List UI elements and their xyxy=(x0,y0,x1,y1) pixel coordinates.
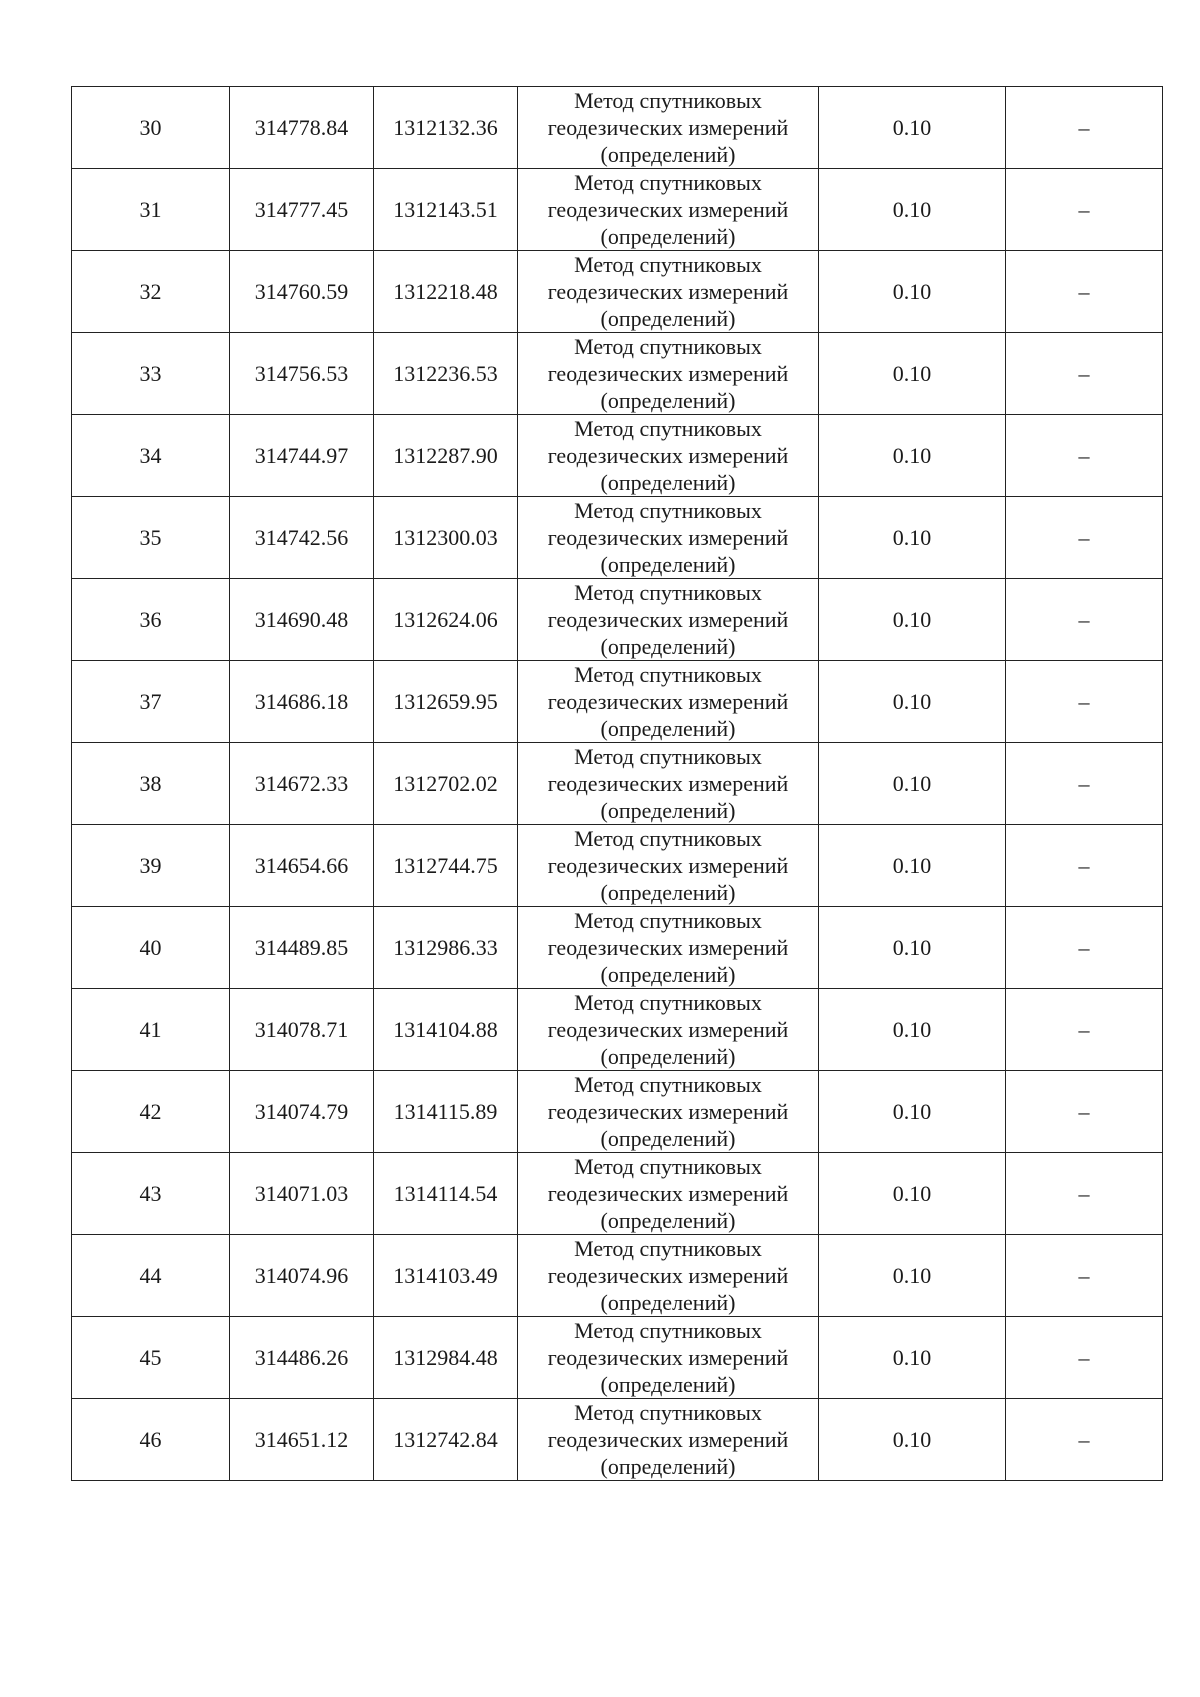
point-number-cell: 42 xyxy=(72,1071,230,1153)
method-line: геодезических измерений xyxy=(547,1017,789,1042)
note-cell: – xyxy=(1006,87,1163,169)
method-line: геодезических измерений xyxy=(547,115,789,140)
accuracy-cell: 0.10 xyxy=(819,1235,1006,1317)
table-row xyxy=(72,169,1163,251)
method-line: Метод спутниковых xyxy=(574,580,762,605)
method-line: Метод спутниковых xyxy=(574,416,762,441)
method-line: (определений) xyxy=(600,306,736,331)
method-line: геодезических измерений xyxy=(547,689,789,714)
method-line: Метод спутниковых xyxy=(574,662,762,687)
table-row xyxy=(72,1235,1163,1317)
method-line: (определений) xyxy=(600,552,736,577)
coordinate-x-cell: 314778.84 xyxy=(230,87,374,169)
method-line: геодезических измерений xyxy=(547,1427,789,1452)
accuracy-cell: 0.10 xyxy=(819,579,1006,661)
note-cell: – xyxy=(1006,989,1163,1071)
point-number-cell: 31 xyxy=(72,169,230,251)
method-line: (определений) xyxy=(600,1290,736,1315)
method-line: (определений) xyxy=(600,1044,736,1069)
table-row xyxy=(72,87,1163,169)
coordinate-x-cell: 314777.45 xyxy=(230,169,374,251)
accuracy-cell: 0.10 xyxy=(819,333,1006,415)
method-line: геодезических измерений xyxy=(547,443,789,468)
point-number-cell: 39 xyxy=(72,825,230,907)
table-row xyxy=(72,415,1163,497)
method-cell xyxy=(518,907,819,989)
coordinate-x-cell: 314074.79 xyxy=(230,1071,374,1153)
note-cell: – xyxy=(1006,1317,1163,1399)
point-number-cell: 41 xyxy=(72,989,230,1071)
method-line: Метод спутниковых xyxy=(574,1318,762,1343)
method-line: геодезических измерений xyxy=(547,1263,789,1288)
method-line: Метод спутниковых xyxy=(574,88,762,113)
method-line: геодезических измерений xyxy=(547,525,789,550)
table-row xyxy=(72,1071,1163,1153)
coordinate-x-cell: 314690.48 xyxy=(230,579,374,661)
method-line: (определений) xyxy=(600,1126,736,1151)
method-line: Метод спутниковых xyxy=(574,908,762,933)
point-number-cell: 32 xyxy=(72,251,230,333)
accuracy-cell: 0.10 xyxy=(819,743,1006,825)
coordinate-x-cell: 314489.85 xyxy=(230,907,374,989)
coordinate-y-cell: 1312287.90 xyxy=(374,415,518,497)
method-cell xyxy=(518,333,819,415)
method-line: (определений) xyxy=(600,224,736,249)
point-number-cell: 36 xyxy=(72,579,230,661)
coordinate-y-cell: 1314115.89 xyxy=(374,1071,518,1153)
method-line: (определений) xyxy=(600,634,736,659)
accuracy-cell: 0.10 xyxy=(819,497,1006,579)
accuracy-cell: 0.10 xyxy=(819,907,1006,989)
method-line: Метод спутниковых xyxy=(574,1236,762,1261)
accuracy-cell: 0.10 xyxy=(819,1399,1006,1481)
table-row xyxy=(72,1153,1163,1235)
method-line: Метод спутниковых xyxy=(574,1072,762,1097)
note-cell: – xyxy=(1006,333,1163,415)
accuracy-cell: 0.10 xyxy=(819,1071,1006,1153)
coordinates-table xyxy=(71,86,1163,1481)
point-number-cell: 33 xyxy=(72,333,230,415)
table-row xyxy=(72,743,1163,825)
coordinate-y-cell: 1312236.53 xyxy=(374,333,518,415)
method-line: Метод спутниковых xyxy=(574,252,762,277)
method-cell xyxy=(518,1317,819,1399)
method-line: геодезических измерений xyxy=(547,853,789,878)
accuracy-cell: 0.10 xyxy=(819,825,1006,907)
method-line: геодезических измерений xyxy=(547,197,789,222)
method-line: Метод спутниковых xyxy=(574,498,762,523)
method-cell xyxy=(518,251,819,333)
method-cell xyxy=(518,169,819,251)
method-cell xyxy=(518,1071,819,1153)
method-line: геодезических измерений xyxy=(547,279,789,304)
note-cell: – xyxy=(1006,169,1163,251)
method-line: геодезических измерений xyxy=(547,1345,789,1370)
method-line: геодезических измерений xyxy=(547,771,789,796)
note-cell: – xyxy=(1006,743,1163,825)
coordinate-y-cell: 1312624.06 xyxy=(374,579,518,661)
table-row xyxy=(72,333,1163,415)
point-number-cell: 38 xyxy=(72,743,230,825)
coordinate-y-cell: 1312218.48 xyxy=(374,251,518,333)
method-line: (определений) xyxy=(600,1208,736,1233)
method-line: геодезических измерений xyxy=(547,361,789,386)
method-line: геодезических измерений xyxy=(547,1099,789,1124)
accuracy-cell: 0.10 xyxy=(819,1153,1006,1235)
method-cell xyxy=(518,1153,819,1235)
point-number-cell: 46 xyxy=(72,1399,230,1481)
method-line: геодезических измерений xyxy=(547,935,789,960)
coordinate-y-cell: 1312143.51 xyxy=(374,169,518,251)
coordinate-x-cell: 314071.03 xyxy=(230,1153,374,1235)
method-line: Метод спутниковых xyxy=(574,170,762,195)
point-number-cell: 44 xyxy=(72,1235,230,1317)
coordinate-y-cell: 1314104.88 xyxy=(374,989,518,1071)
point-number-cell: 35 xyxy=(72,497,230,579)
note-cell: – xyxy=(1006,1071,1163,1153)
method-line: (определений) xyxy=(600,1454,736,1479)
method-line: Метод спутниковых xyxy=(574,1154,762,1179)
note-cell: – xyxy=(1006,1153,1163,1235)
coordinate-x-cell: 314486.26 xyxy=(230,1317,374,1399)
accuracy-cell: 0.10 xyxy=(819,989,1006,1071)
method-cell xyxy=(518,989,819,1071)
method-cell xyxy=(518,1399,819,1481)
method-line: Метод спутниковых xyxy=(574,826,762,851)
table-row xyxy=(72,1317,1163,1399)
coordinate-y-cell: 1314114.54 xyxy=(374,1153,518,1235)
method-line: Метод спутниковых xyxy=(574,744,762,769)
method-cell xyxy=(518,661,819,743)
coordinate-y-cell: 1312744.75 xyxy=(374,825,518,907)
note-cell: – xyxy=(1006,251,1163,333)
coordinate-y-cell: 1314103.49 xyxy=(374,1235,518,1317)
coordinate-x-cell: 314742.56 xyxy=(230,497,374,579)
coordinate-y-cell: 1312702.02 xyxy=(374,743,518,825)
method-line: (определений) xyxy=(600,142,736,167)
method-line: Метод спутниковых xyxy=(574,990,762,1015)
accuracy-cell: 0.10 xyxy=(819,251,1006,333)
table-row xyxy=(72,497,1163,579)
point-number-cell: 43 xyxy=(72,1153,230,1235)
note-cell: – xyxy=(1006,415,1163,497)
coordinate-x-cell: 314078.71 xyxy=(230,989,374,1071)
accuracy-cell: 0.10 xyxy=(819,169,1006,251)
method-line: (определений) xyxy=(600,1372,736,1397)
coordinate-y-cell: 1312132.36 xyxy=(374,87,518,169)
coordinate-x-cell: 314686.18 xyxy=(230,661,374,743)
coordinate-y-cell: 1312742.84 xyxy=(374,1399,518,1481)
note-cell: – xyxy=(1006,497,1163,579)
table-row xyxy=(72,579,1163,661)
accuracy-cell: 0.10 xyxy=(819,661,1006,743)
method-cell xyxy=(518,1235,819,1317)
method-line: (определений) xyxy=(600,962,736,987)
coordinate-x-cell: 314760.59 xyxy=(230,251,374,333)
point-number-cell: 34 xyxy=(72,415,230,497)
coordinate-y-cell: 1312984.48 xyxy=(374,1317,518,1399)
method-line: (определений) xyxy=(600,798,736,823)
coordinate-y-cell: 1312986.33 xyxy=(374,907,518,989)
accuracy-cell: 0.10 xyxy=(819,415,1006,497)
accuracy-cell: 0.10 xyxy=(819,1317,1006,1399)
coordinate-x-cell: 314654.66 xyxy=(230,825,374,907)
table-row xyxy=(72,907,1163,989)
method-line: геодезических измерений xyxy=(547,607,789,632)
method-cell xyxy=(518,743,819,825)
coordinate-x-cell: 314651.12 xyxy=(230,1399,374,1481)
note-cell: – xyxy=(1006,825,1163,907)
method-line: Метод спутниковых xyxy=(574,334,762,359)
coordinate-x-cell: 314074.96 xyxy=(230,1235,374,1317)
note-cell: – xyxy=(1006,661,1163,743)
method-line: (определений) xyxy=(600,716,736,741)
table-row xyxy=(72,825,1163,907)
note-cell: – xyxy=(1006,1399,1163,1481)
method-cell xyxy=(518,825,819,907)
coordinates-table-body xyxy=(72,87,1163,1481)
point-number-cell: 40 xyxy=(72,907,230,989)
table-row xyxy=(72,251,1163,333)
point-number-cell: 37 xyxy=(72,661,230,743)
method-line: (определений) xyxy=(600,388,736,413)
coordinate-x-cell: 314744.97 xyxy=(230,415,374,497)
table-row xyxy=(72,661,1163,743)
coordinate-y-cell: 1312300.03 xyxy=(374,497,518,579)
method-line: Метод спутниковых xyxy=(574,1400,762,1425)
point-number-cell: 45 xyxy=(72,1317,230,1399)
note-cell: – xyxy=(1006,907,1163,989)
accuracy-cell: 0.10 xyxy=(819,87,1006,169)
table-row xyxy=(72,989,1163,1071)
note-cell: – xyxy=(1006,579,1163,661)
point-number-cell: 30 xyxy=(72,87,230,169)
method-line: геодезических измерений xyxy=(547,1181,789,1206)
note-cell: – xyxy=(1006,1235,1163,1317)
method-cell xyxy=(518,497,819,579)
method-line: (определений) xyxy=(600,880,736,905)
table-row xyxy=(72,1399,1163,1481)
coordinate-y-cell: 1312659.95 xyxy=(374,661,518,743)
method-cell xyxy=(518,87,819,169)
coordinate-x-cell: 314672.33 xyxy=(230,743,374,825)
coordinate-x-cell: 314756.53 xyxy=(230,333,374,415)
method-cell xyxy=(518,415,819,497)
method-line: (определений) xyxy=(600,470,736,495)
method-cell xyxy=(518,579,819,661)
